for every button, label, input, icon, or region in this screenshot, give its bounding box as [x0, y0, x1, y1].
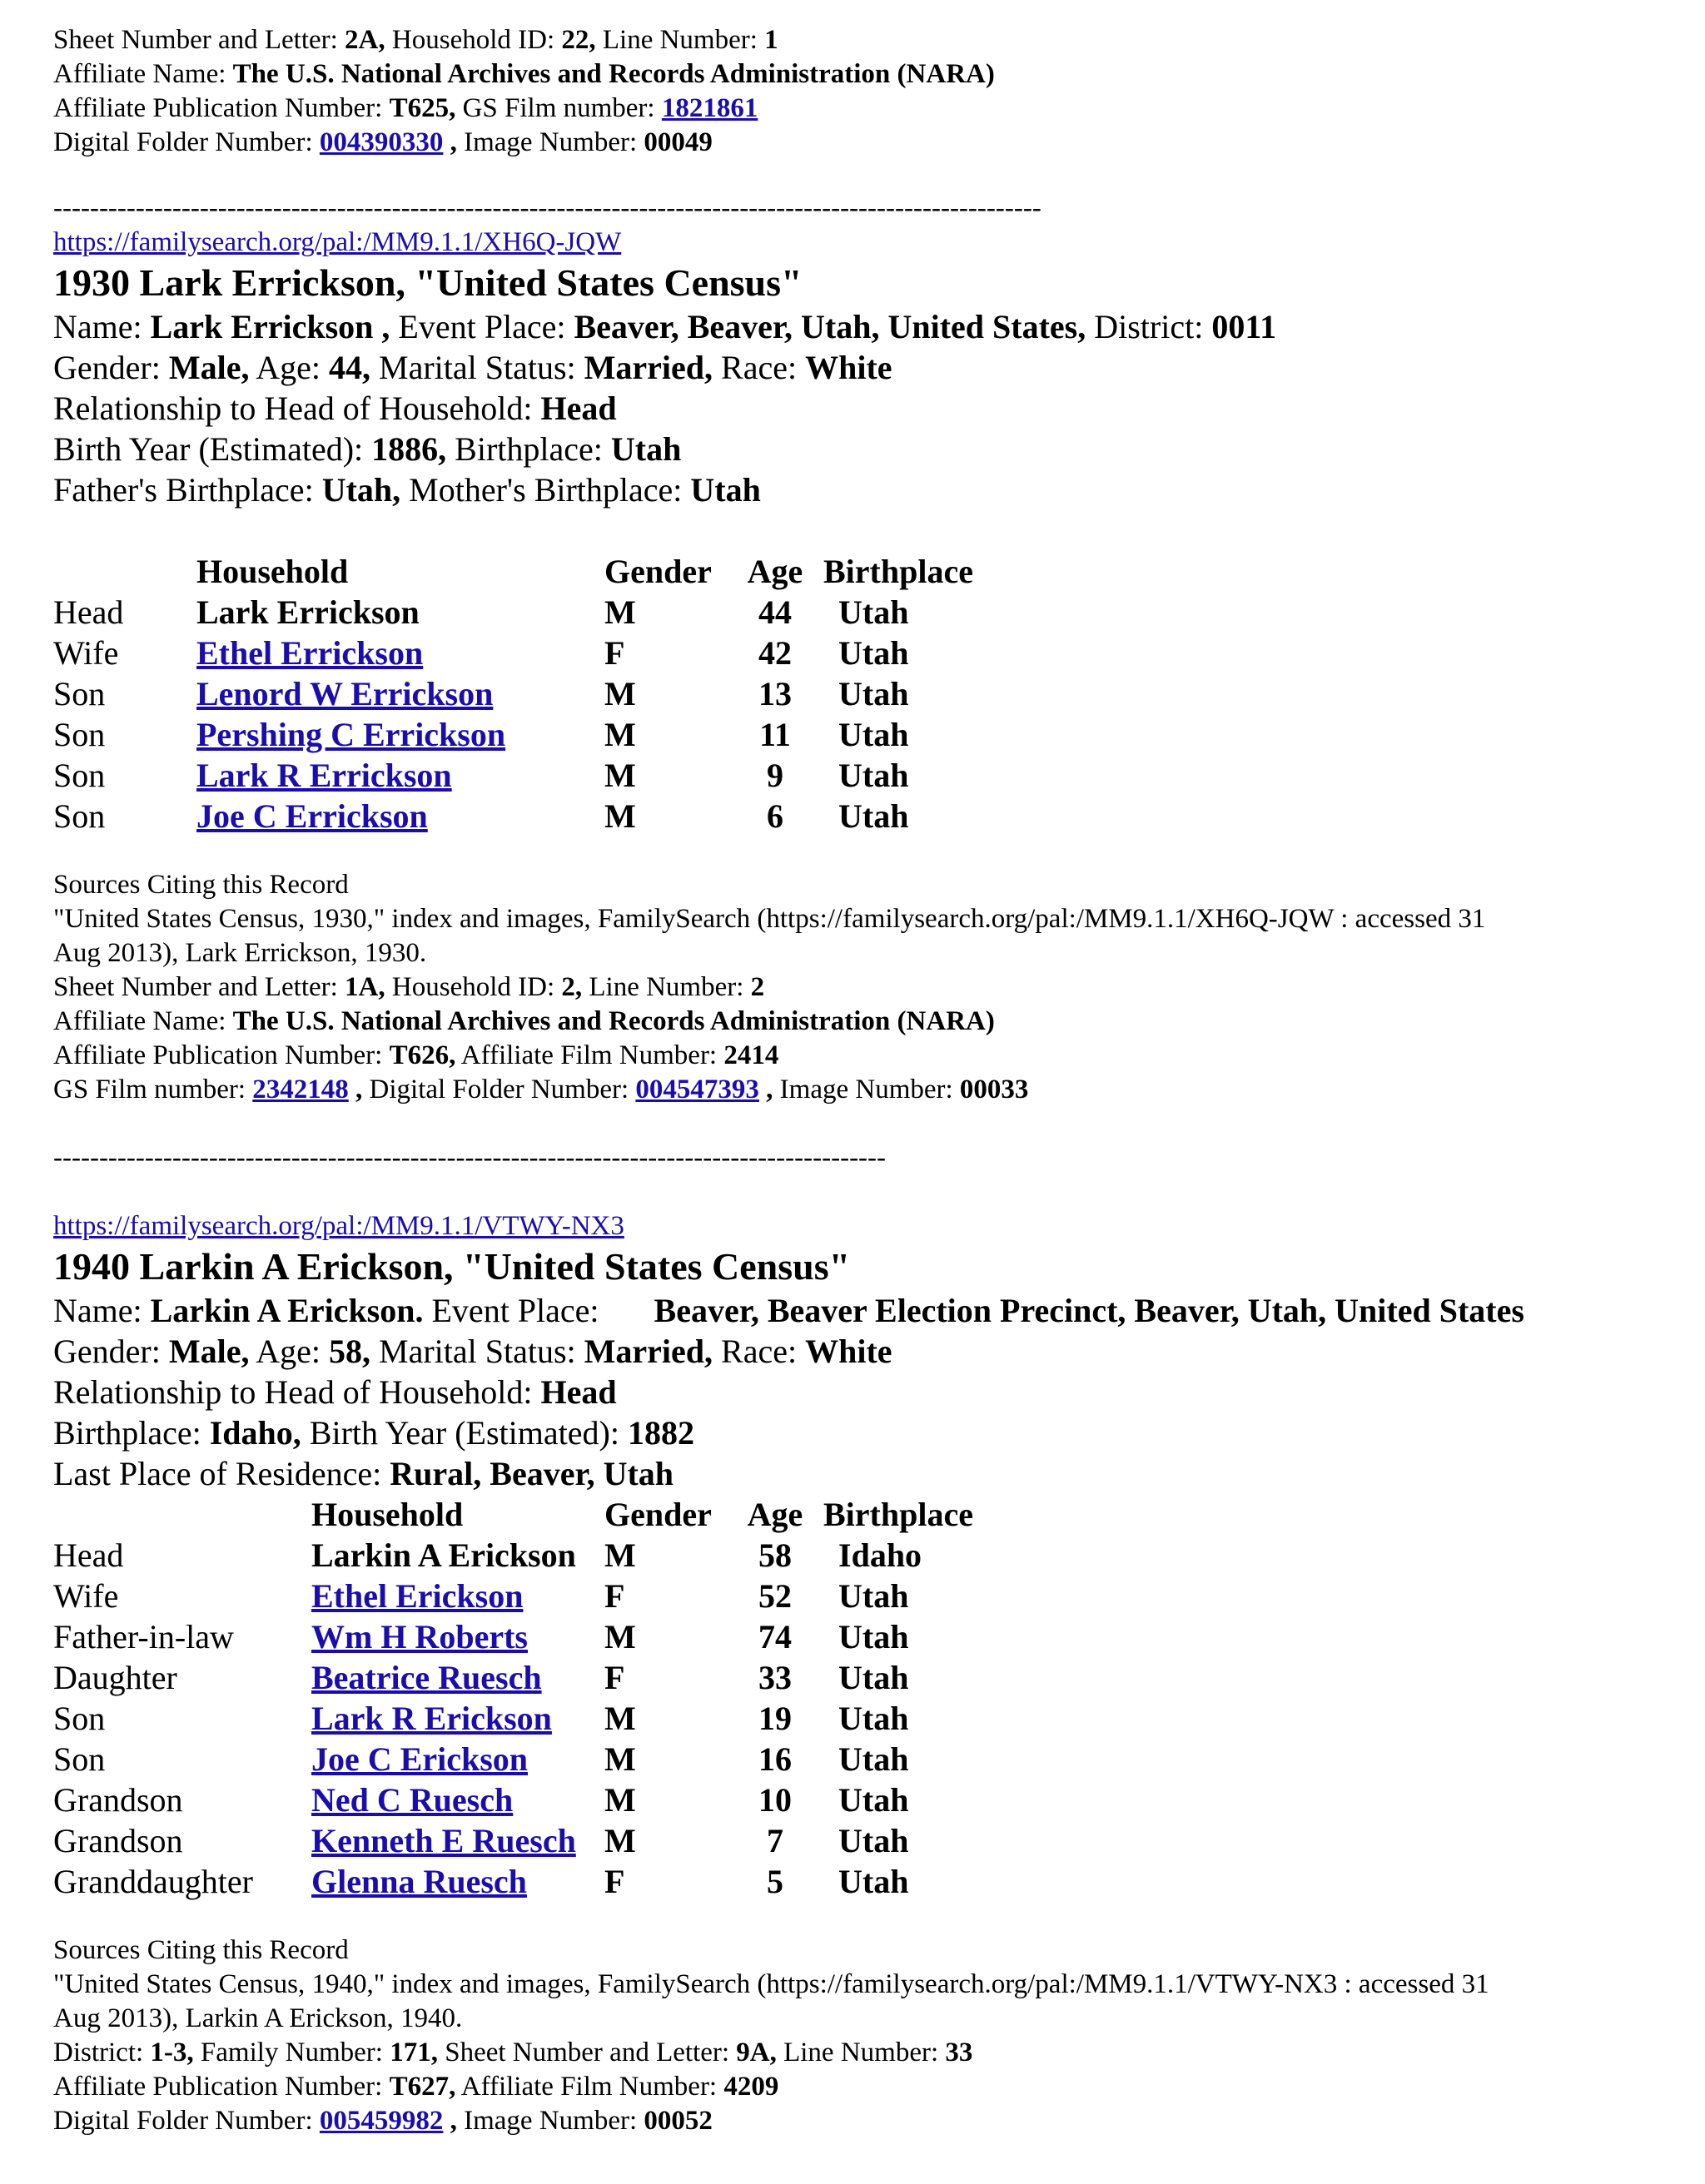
birthplace-cell: Utah — [838, 634, 909, 672]
household-row — [53, 1861, 1066, 1902]
age-cell: 11 — [759, 716, 791, 753]
birthplace-cell: Utah — [838, 1863, 909, 1900]
separator: ------------------------------------------------------------------------------------------------------------ — [53, 193, 1041, 223]
birthplace-cell: Utah — [838, 797, 909, 835]
age-cell: 58 — [758, 1536, 792, 1574]
district-line: District: 1-3, Family Number: 171, Sheet Number and Letter: 9A, Line Number: 33 — [53, 2038, 973, 2067]
household-row — [53, 633, 1066, 673]
gender-cell: F — [604, 634, 625, 672]
household-row — [53, 1576, 1066, 1616]
household-row — [53, 755, 1066, 796]
publication-line: Affiliate Publication Number: T626, Affiliate Film Number: 2414 — [53, 1040, 779, 1070]
household-row — [53, 1820, 1066, 1861]
household-column-header: Household — [196, 553, 349, 590]
name-cell: Lark Errickson — [196, 593, 420, 631]
digital-folder-link[interactable]: 004390330 — [319, 127, 444, 157]
record-url-link[interactable]: https://familysearch.org/pal:/MM9.1.1/XH6Q-JQW — [53, 227, 622, 257]
person-link[interactable]: Lark R Errickson — [196, 757, 452, 794]
relation-cell: Son — [53, 757, 106, 794]
gs-film-link[interactable]: 2342148 — [252, 1075, 349, 1104]
name-cell — [311, 1779, 604, 1820]
household-row — [53, 796, 1066, 836]
citation-text: Aug 2013), Larkin A Erickson, 1940. — [53, 2003, 463, 2033]
name-cell — [196, 755, 604, 796]
gender-column-header: Gender — [604, 1496, 712, 1533]
household-column-header: Household — [311, 1496, 464, 1533]
gender-column-header: Gender — [604, 553, 712, 590]
name-cell — [311, 1657, 604, 1698]
person-link[interactable]: Ethel Erickson — [311, 1577, 524, 1615]
gender-cell: M — [604, 716, 636, 753]
relation-cell: Head — [53, 593, 124, 631]
top-publication-line: Affiliate Publication Number: T625, GS Film number: 1821861 — [53, 93, 758, 123]
household-row — [53, 1616, 1066, 1657]
folder-line: Digital Folder Number: 005459982 , Image Number: 00052 — [53, 2106, 713, 2136]
digital-folder-link[interactable]: 005459982 — [319, 2106, 444, 2136]
household-table-1930 — [53, 551, 1066, 836]
birthplace-cell: Utah — [838, 757, 909, 794]
sources-heading: Sources Citing this Record — [53, 870, 349, 900]
gender-cell: M — [604, 593, 636, 631]
relation-cell: Son — [53, 797, 106, 835]
birth-line: Birth Year (Estimated): 1886, Birthplace: Utah — [53, 430, 682, 468]
age-cell: 74 — [758, 1618, 792, 1655]
age-cell: 10 — [758, 1781, 792, 1819]
household-row — [53, 1657, 1066, 1698]
record-title: 1930 Lark Errickson, "United States Census" — [53, 261, 803, 304]
person-link[interactable]: Joe C Errickson — [196, 797, 428, 835]
separator: ------------------------------------------------------------------------------------------- — [53, 1143, 887, 1173]
age-cell: 13 — [758, 675, 792, 712]
top-sheet-line: Sheet Number and Letter: 2A, Household ID: 22, Line Number: 1 — [53, 25, 778, 55]
person-link[interactable]: Joe C Erickson — [311, 1740, 528, 1778]
name-cell — [311, 1616, 604, 1657]
person-link[interactable]: Glenna Ruesch — [311, 1863, 527, 1900]
gender-cell: M — [604, 1700, 636, 1737]
person-link[interactable]: Pershing C Errickson — [196, 716, 506, 753]
gender-cell: F — [604, 1863, 625, 1900]
gender-cell: M — [604, 797, 636, 835]
birthplace-cell: Utah — [838, 1781, 909, 1819]
relation-cell: Father-in-law — [53, 1618, 234, 1655]
relation-cell: Grandson — [53, 1822, 183, 1859]
birthplace-column-header: Birthplace — [823, 553, 973, 590]
household-header — [53, 1494, 1066, 1535]
age-cell: 52 — [758, 1577, 792, 1615]
relation-cell: Daughter — [53, 1659, 177, 1696]
household-row — [53, 714, 1066, 755]
age-cell: 5 — [767, 1863, 783, 1900]
affiliate-line: Affiliate Name: The U.S. National Archives and Records Administration (NARA) — [53, 1006, 995, 1036]
person-link[interactable]: Lark R Erickson — [311, 1700, 552, 1737]
relation-cell: Wife — [53, 634, 119, 672]
age-cell: 42 — [758, 634, 792, 672]
gender-line: Gender: Male, Age: 58, Marital Status: Married, Race: White — [53, 1333, 892, 1370]
age-cell: 19 — [758, 1700, 792, 1737]
name-cell — [311, 1820, 604, 1861]
age-cell: 7 — [767, 1822, 783, 1859]
film-line: GS Film number: 2342148 , Digital Folder Number: 004547393 , Image Number: 00033 — [53, 1075, 1029, 1104]
age-cell: 33 — [758, 1659, 792, 1696]
name-line: Name: Lark Errickson , Event Place: Beaver, Beaver, Utah, United States, District: 0011 — [53, 308, 1277, 345]
record-1930-details — [53, 306, 1668, 510]
gender-cell: M — [604, 1740, 636, 1778]
age-column-header: Age — [747, 553, 803, 590]
gender-cell: F — [604, 1577, 625, 1615]
sheet-line: Sheet Number and Letter: 1A, Household ID: 2, Line Number: 2 — [53, 972, 765, 1002]
document-page — [53, 23, 1668, 2138]
birthplace-cell: Utah — [838, 1618, 909, 1655]
person-link[interactable]: Ethel Errickson — [196, 634, 424, 672]
parents-line: Father's Birthplace: Utah, Mother's Birthplace: Utah — [53, 471, 761, 509]
name-cell — [311, 1698, 604, 1739]
publication-line: Affiliate Publication Number: T627, Affiliate Film Number: 4209 — [53, 2072, 779, 2102]
name-cell — [196, 673, 604, 714]
age-cell: 16 — [758, 1740, 792, 1778]
person-link[interactable]: Beatrice Ruesch — [311, 1659, 542, 1696]
birthplace-column-header: Birthplace — [823, 1496, 973, 1533]
person-link[interactable]: Wm H Roberts — [311, 1618, 528, 1655]
name-cell — [311, 1576, 604, 1616]
birthplace-cell: Utah — [838, 1577, 909, 1615]
relation-cell: Wife — [53, 1577, 119, 1615]
relationship-line: Relationship to Head of Household: Head — [53, 1373, 617, 1411]
name-cell — [311, 1861, 604, 1902]
top-record — [53, 23, 1668, 160]
household-row — [53, 1739, 1066, 1779]
relation-cell: Son — [53, 716, 106, 753]
relation-cell: Son — [53, 1700, 106, 1737]
citation-text: "United States Census, 1940," index and images, FamilySearch (https://familysearch.org/pal:/MM9.1.1/VTWY-NX3 : accessed 31 — [53, 1969, 1489, 1999]
citation-text: "United States Census, 1930," index and images, FamilySearch (https://familysearch.org/pal:/MM9.1.1/XH6Q-JQW : accessed 31 — [53, 904, 1486, 934]
age-cell: 9 — [767, 757, 783, 794]
age-cell: 6 — [767, 797, 783, 835]
top-folder-line: Digital Folder Number: 004390330 , Image Number: 00049 — [53, 127, 713, 157]
digital-folder-link[interactable]: 004547393 — [635, 1075, 759, 1104]
birthplace-cell: Utah — [838, 593, 909, 631]
relation-cell: Granddaughter — [53, 1863, 253, 1900]
person-link[interactable]: Kenneth E Ruesch — [311, 1822, 576, 1859]
relation-cell: Son — [53, 1740, 106, 1778]
household-header — [53, 551, 1066, 592]
household-row — [53, 1698, 1066, 1739]
household-table-1940 — [53, 1494, 1066, 1902]
name-line: Name: Larkin A Erickson. Event Place: Beaver, Beaver Election Precinct, Beaver, Utah, United States — [53, 1292, 1524, 1329]
household-row — [53, 1535, 1066, 1576]
gender-cell: M — [604, 1781, 636, 1819]
gender-line: Gender: Male, Age: 44, Marital Status: Married, Race: White — [53, 349, 892, 386]
relation-cell: Head — [53, 1536, 124, 1574]
relationship-line: Relationship to Head of Household: Head — [53, 390, 617, 427]
household-row — [53, 673, 1066, 714]
birthplace-cell: Utah — [838, 1822, 909, 1859]
gender-cell: M — [604, 1618, 636, 1655]
name-cell — [196, 633, 604, 673]
gender-cell: M — [604, 1822, 636, 1859]
birthplace-cell: Idaho — [838, 1536, 922, 1574]
person-link[interactable]: Ned C Ruesch — [311, 1781, 514, 1819]
gender-cell: M — [604, 757, 636, 794]
record-title: 1940 Larkin A Erickson, "United States Census" — [53, 1245, 851, 1288]
name-cell — [196, 714, 604, 755]
citation-text: Aug 2013), Lark Errickson, 1930. — [53, 938, 427, 968]
gs-film-link[interactable]: 1821861 — [661, 93, 758, 123]
sources-1940 — [53, 1933, 1668, 2138]
birthplace-cell: Utah — [838, 1740, 909, 1778]
birthplace-cell: Utah — [838, 716, 909, 753]
household-row — [53, 1779, 1066, 1820]
birthplace-cell: Utah — [838, 1700, 909, 1737]
name-cell — [196, 796, 604, 836]
top-affiliate-line: Affiliate Name: The U.S. National Archives and Records Administration (NARA) — [53, 59, 995, 89]
record-url-link[interactable]: https://familysearch.org/pal:/MM9.1.1/VTWY-NX3 — [53, 1211, 624, 1241]
age-cell: 44 — [758, 593, 792, 631]
household-row — [53, 592, 1066, 633]
sources-heading: Sources Citing this Record — [53, 1935, 349, 1965]
name-cell: Larkin A Erickson — [311, 1536, 576, 1574]
relation-cell: Grandson — [53, 1781, 183, 1819]
gender-cell: F — [604, 1659, 625, 1696]
gender-cell: M — [604, 1536, 636, 1574]
sources-1930 — [53, 868, 1668, 1107]
person-link[interactable]: Lenord W Errickson — [196, 675, 494, 712]
residence-line: Last Place of Residence: Rural, Beaver, Utah — [53, 1455, 674, 1492]
gender-cell: M — [604, 675, 636, 712]
birthplace-cell: Utah — [838, 675, 909, 712]
birth-line: Birthplace: Idaho, Birth Year (Estimated): 1882 — [53, 1414, 694, 1452]
name-cell — [311, 1739, 604, 1779]
record-1940-details — [53, 1290, 1668, 1494]
birthplace-cell: Utah — [838, 1659, 909, 1696]
relation-cell: Son — [53, 675, 106, 712]
age-column-header: Age — [747, 1496, 803, 1533]
